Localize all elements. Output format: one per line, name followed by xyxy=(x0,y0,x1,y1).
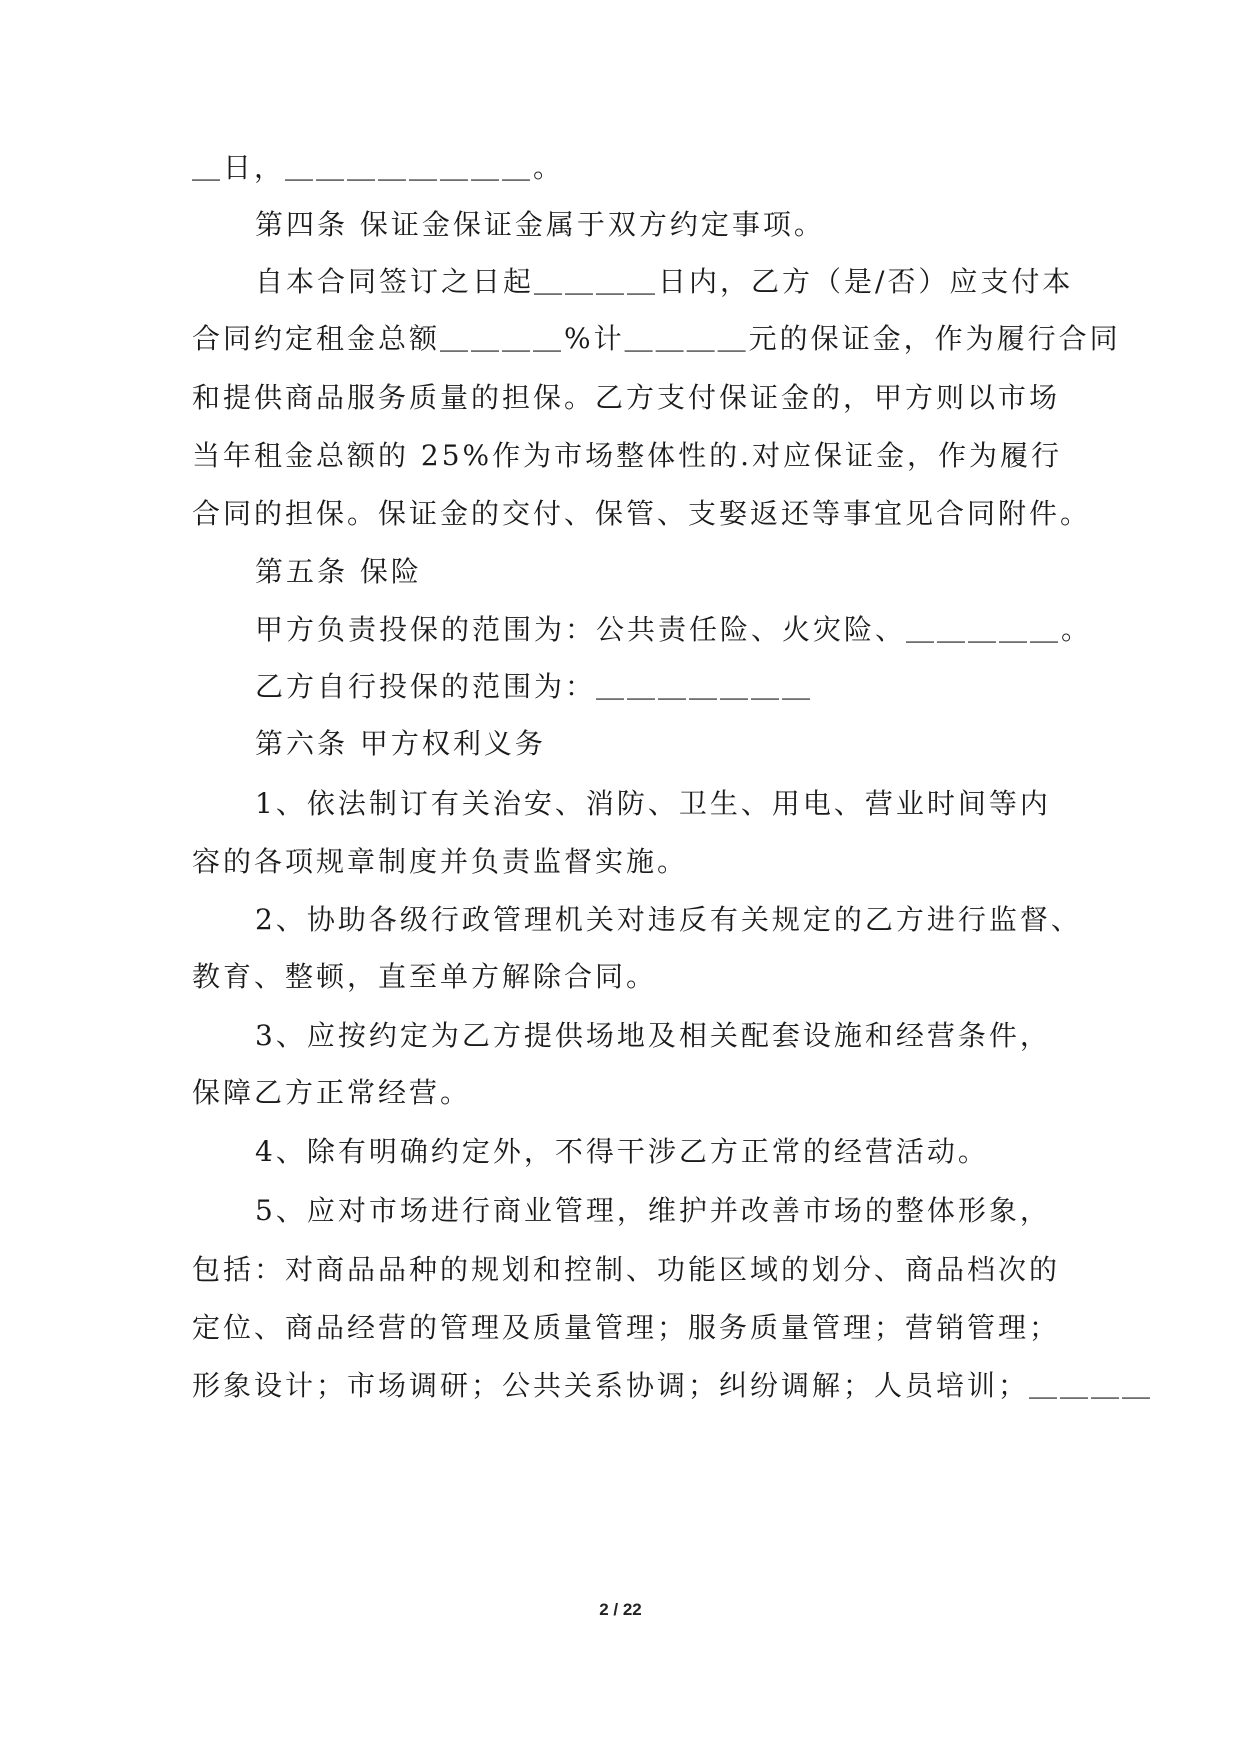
text-line: 自本合同签订之日起＿＿＿＿日内，乙方（是/否）应支付本 xyxy=(255,265,1074,298)
text-line: 4、除有明确约定外，不得干涉乙方正常的经营活动。 xyxy=(255,1135,989,1168)
text-line: 1、依法制订有关治安、消防、卫生、用电、营业时间等内 xyxy=(255,787,1051,820)
text-line: 2、协助各级行政管理机关对违反有关规定的乙方进行监督、 xyxy=(255,903,1082,936)
page-number: 2 / 22 xyxy=(599,1600,642,1619)
text-line: 3、应按约定为乙方提供场地及相关配套设施和经营条件， xyxy=(255,1019,1051,1052)
text-line: 容的各项规章制度并负责监督实施。 xyxy=(192,845,689,878)
text-line: 形象设计；市场调研；公共关系协调；纠纷调解；人员培训；＿＿＿＿ xyxy=(192,1369,1154,1402)
text-line: 教育、整顿，直至单方解除合同。 xyxy=(192,960,658,993)
text-line: 和提供商品服务质量的担保。乙方支付保证金的，甲方则以市场 xyxy=(192,381,1061,414)
article-heading: 第五条 保险 xyxy=(255,555,422,588)
text-line: 定位、商品经营的管理及质量管理；服务质量管理；营销管理； xyxy=(192,1311,1061,1344)
text-line: 5、应对市场进行商业管理，维护并改善市场的整体形象， xyxy=(255,1194,1051,1227)
text-line: 合同约定租金总额＿＿＿＿%计＿＿＿＿元的保证金，作为履行合同 xyxy=(192,322,1121,355)
text-line: 保障乙方正常经营。 xyxy=(192,1076,472,1109)
text-line: 乙方自行投保的范围为：＿＿＿＿＿＿＿ xyxy=(255,670,814,703)
article-heading: 第六条 甲方权利义务 xyxy=(255,727,546,760)
text-line: 甲方负责投保的范围为：公共责任险、火灾险、＿＿＿＿＿。 xyxy=(255,613,1093,646)
article-heading: 第四条 保证金保证金属于双方约定事项。 xyxy=(255,208,825,241)
text-line: 包括：对商品品种的规划和控制、功能区域的划分、商品档次的 xyxy=(192,1253,1061,1286)
text-line: ＿日，＿＿＿＿＿＿＿＿。 xyxy=(192,151,565,184)
text-line: 当年租金总额的 25%作为市场整体性的.对应保证金，作为履行 xyxy=(192,439,1063,472)
text-line: 合同的担保。保证金的交付、保管、支娶返还等事宜见合同附件。 xyxy=(192,497,1092,530)
